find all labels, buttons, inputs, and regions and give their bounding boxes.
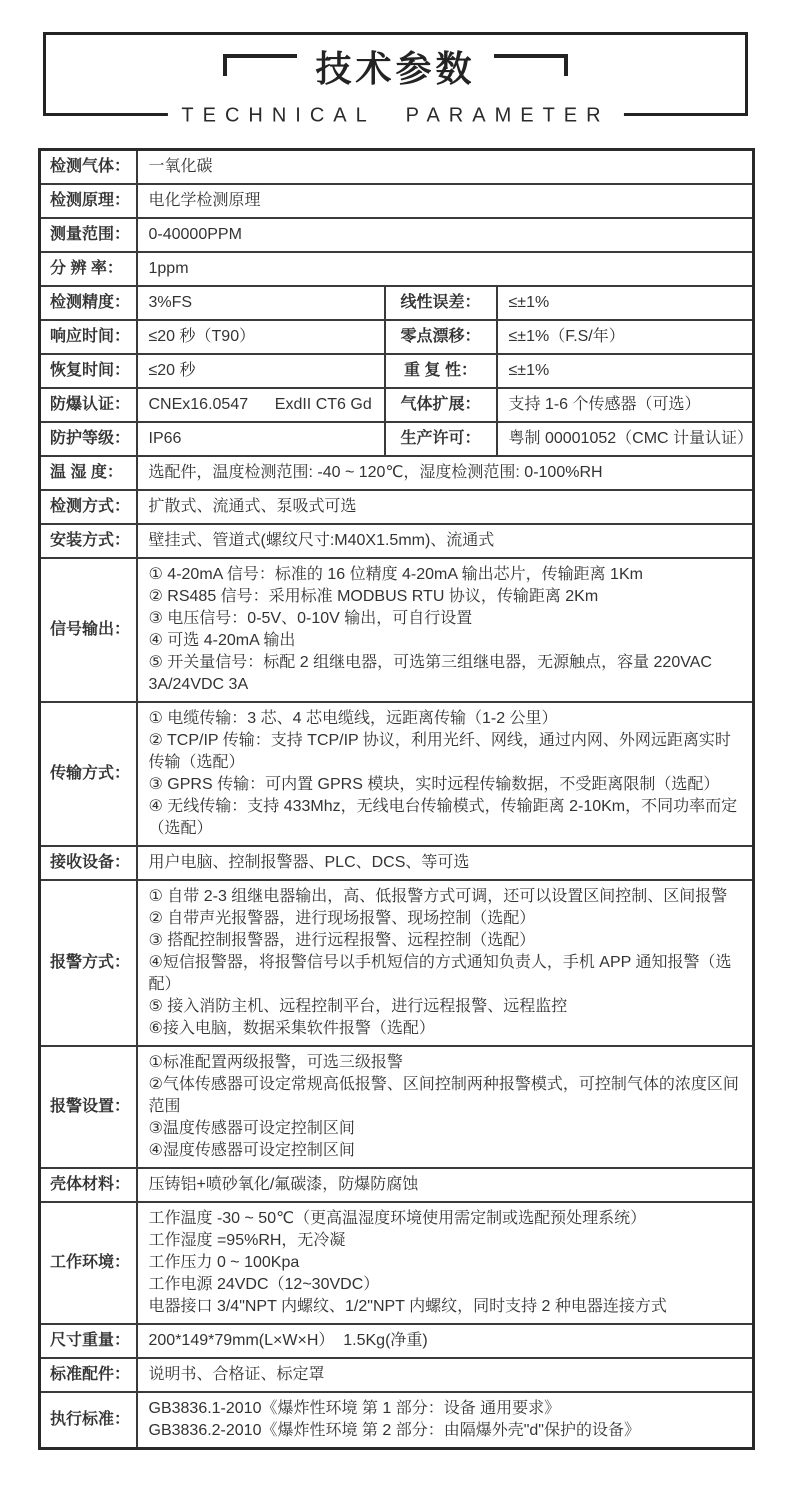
spec-value-2: 粤制 00001052（CMC 计量认证） (497, 422, 754, 456)
spec-row-signal-output (40, 558, 754, 702)
spec-label: 执行标准： (40, 1392, 137, 1449)
spec-label: 壳体材料： (40, 1168, 137, 1202)
spec-label: 防护等级： (40, 422, 137, 456)
spec-label: 接收设备： (40, 846, 137, 880)
spec-value-2: ≤±1%（F.S/年） (497, 320, 754, 354)
spec-label: 分 辨 率： (40, 252, 137, 286)
spec-value: CNEx16.0547 ExdII CT6 Gd (137, 388, 385, 422)
spec-value: ①标准配置两级报警，可选三级报警 ②气体传感器可设定常规高低报警、区间控制两种报警模式，可控制气体的浓度区间范围 ③温度传感器可设定控制区间 ④湿度传感器可设定控制区间 (137, 1046, 754, 1168)
corner-bracket-right-icon (494, 54, 568, 76)
spec-table (38, 148, 755, 1450)
spec-row-temp-humidity (40, 456, 754, 490)
spec-row-alarm-mode (40, 880, 754, 1046)
spec-row-response-time (40, 320, 754, 354)
spec-value: 200*149*79mm(L×W×H） 1.5Kg(净重) (137, 1324, 754, 1358)
spec-value: ① 4-20mA 信号：标准的 16 位精度 4-20mA 输出芯片，传输距离 1Km ② RS485 信号：采用标准 MODBUS RTU 协议，传输距离 2Km ③ 电压信号：0-5V、0-10V 输出，可自行设置 ④ 可选 4-20mA 输出 ⑤ 开关量信号：标配 2 组继电器，可选第三组继电器，无源触点，容量 220VAC 3A/24VDC 3A (137, 558, 754, 702)
spec-label: 尺寸重量： (40, 1324, 137, 1358)
corner-bracket-left-icon (223, 54, 297, 76)
spec-label: 安装方式： (40, 524, 137, 558)
spec-row-installation (40, 524, 754, 558)
spec-value: GB3836.1-2010《爆炸性环境 第 1 部分：设备 通用要求》 GB3836.2-2010《爆炸性环境 第 2 部分：由隔爆外壳"d"保护的设备》 (137, 1392, 754, 1449)
spec-row-detection-mode (40, 490, 754, 524)
spec-value: ≤20 秒（T90） (137, 320, 385, 354)
spec-label: 检测精度： (40, 286, 137, 320)
spec-value: ① 电缆传输：3 芯、4 芯电缆线，远距离传输（1-2 公里） ② TCP/IP 传输：支持 TCP/IP 协议，利用光纤、网线，通过内网、外网远距离实时传输（选配） ③ GPRS 传输：可内置 GPRS 模块，实时远程传输数据，不受距离限制（选配） ④ 无线传输：支持 433Mhz，无线电台传输模式，传输距离 2-10Km，不同功率而定（选配） (137, 702, 754, 846)
spec-value: 选配件，温度检测范围: -40 ~ 120℃，湿度检测范围: 0-100%RH (137, 456, 754, 490)
spec-row-detection-principle (40, 184, 754, 218)
spec-label: 工作环境： (40, 1202, 137, 1324)
page-title: 技术参数 (315, 48, 476, 89)
spec-value: IP66 (137, 422, 385, 456)
spec-label: 温 湿 度： (40, 456, 137, 490)
spec-row-explosion-proof-cert (40, 388, 754, 422)
spec-row-measuring-range (40, 218, 754, 252)
spec-row-receiving-devices (40, 846, 754, 880)
spec-label: 报警设置： (40, 1046, 137, 1168)
header-title-row (46, 47, 745, 91)
spec-value: 工作温度 -30 ~ 50℃（更高温湿度环境使用需定制或选配预处理系统） 工作湿度 =95%RH，无冷凝 工作压力 0 ~ 100Kpa 工作电源 24VDC（12~30VDC） 电器接口 3/4"NPT 内螺纹、1/2"NPT 内螺纹，同时支持 2 种电器连接方式 (137, 1202, 754, 1324)
spec-label-2: 线性误差： (385, 286, 497, 320)
spec-label: 测量范围： (40, 218, 137, 252)
spec-row-working-environment (40, 1202, 754, 1324)
spec-row-protection-rating (40, 422, 754, 456)
spec-label: 标准配件： (40, 1358, 137, 1392)
spec-label-2: 生产许可： (385, 422, 497, 456)
spec-row-housing-material (40, 1168, 754, 1202)
spec-value-2: ≤±1% (497, 286, 754, 320)
spec-row-size-weight (40, 1324, 754, 1358)
spec-value: 压铸铝+喷砂氧化/氟碳漆，防爆防腐蚀 (137, 1168, 754, 1202)
header-box (43, 32, 748, 127)
spec-value: 3%FS (137, 286, 385, 320)
spec-value: ≤20 秒 (137, 354, 385, 388)
spec-label-2: 气体扩展： (385, 388, 497, 422)
spec-value: ① 自带 2-3 组继电器输出，高、低报警方式可调，还可以设置区间控制、区间报警 ② 自带声光报警器，进行现场报警、现场控制（选配） ③ 搭配控制报警器，进行远程报警、远程控制（选配） ④短信报警器，将报警信号以手机短信的方式通知负责人，手机 APP 通知报警（选配） ⑤ 接入消防主机、远程控制平台，进行远程报警、远程监控 ⑥接入电脑，数据采集软件报警（选配） (137, 880, 754, 1046)
spec-label-2: 重 复 性： (385, 354, 497, 388)
spec-row-executive-standards (40, 1392, 754, 1449)
spec-label: 检测气体： (40, 150, 137, 185)
spec-label: 恢复时间： (40, 354, 137, 388)
spec-value: 1ppm (137, 252, 754, 286)
spec-row-accuracy (40, 286, 754, 320)
spec-value: 一氧化碳 (137, 150, 754, 185)
spec-value-2: ≤±1% (497, 354, 754, 388)
spec-row-transmission (40, 702, 754, 846)
spec-row-detected-gas (40, 150, 754, 185)
spec-value: 扩散式、流通式、泵吸式可选 (137, 490, 754, 524)
spec-value-2: 支持 1-6 个传感器（可选） (497, 388, 754, 422)
spec-label: 防爆认证： (40, 388, 137, 422)
spec-row-recovery-time (40, 354, 754, 388)
spec-value: 用户电脑、控制报警器、PLC、DCS、等可选 (137, 846, 754, 880)
page-subtitle: TECHNICAL PARAMETER (167, 105, 623, 128)
spec-label: 检测原理： (40, 184, 137, 218)
spec-value: 说明书、合格证、标定罩 (137, 1358, 754, 1392)
spec-label: 报警方式： (40, 880, 137, 1046)
spec-label: 检测方式： (40, 490, 137, 524)
spec-row-alarm-settings (40, 1046, 754, 1168)
spec-label: 信号输出： (40, 558, 137, 702)
spec-row-resolution (40, 252, 754, 286)
spec-row-standard-accessories (40, 1358, 754, 1392)
spec-value: 电化学检测原理 (137, 184, 754, 218)
spec-value: 壁挂式、管道式(螺纹尺寸:M40X1.5mm)、流通式 (137, 524, 754, 558)
spec-label: 传输方式： (40, 702, 137, 846)
spec-label: 响应时间： (40, 320, 137, 354)
spec-value: 0-40000PPM (137, 218, 754, 252)
spec-label-2: 零点漂移： (385, 320, 497, 354)
